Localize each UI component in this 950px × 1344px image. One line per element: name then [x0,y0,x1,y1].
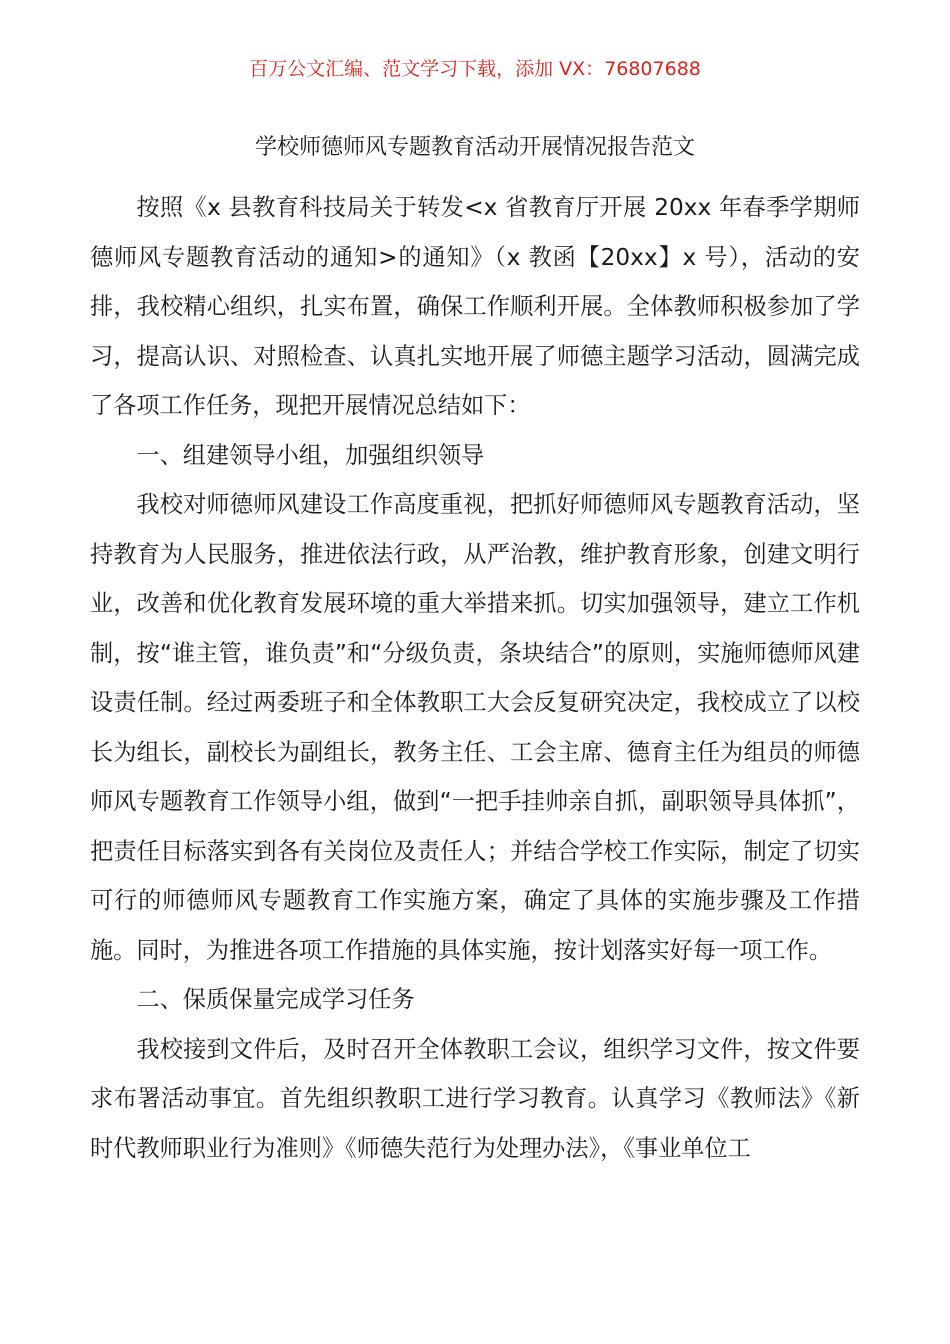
section-heading-2: 二、保质保量完成学习任务 [136,986,415,1013]
document-title: 学校师德师风专题教育活动开展情况报告范文 [254,135,695,160]
section-heading-1: 一、组建领导小组，加强组织领导 [136,441,485,469]
paragraph-study: 我校接到文件后，及时召开全体教职工会议，组织学习文件，按文件要求布署活动事宜。首先组织教职工进行学习教育。认真学习《教师法》《新时代教师职业行为准则》《师德失范行为处理办法》，《事业单位工 [90,1035,860,1162]
paragraph-intro: 按照《x 县教育科技局关于转发<x 省教育厅开展 20xx 年春季学期师德师风专题教育活动的通知>的通知》（x 教函【20xx】x 号），活动的安排，我校精心组织，扎实布置，确保工作顺利开展。全体教师积极参加了学习，提高认识、对照检查、认真扎实地开展了师德主题学习活动，圆满完成了各项工作任务，现把开展情况总结如下： [90,194,860,419]
document-body [90,183,860,1173]
paragraph-leadership: 我校对师德师风建设工作高度重视，把抓好师德师风专题教育活动，坚持教育为人民服务，推进依法行政，从严治教，维护教育形象，创建文明行业，改善和优化教育发展环境的重大举措来抓。切实加强领导，建立工作机制，按“谁主管，谁负责”和“分级负责，条块结合”的原则，实施师德师风建设责任制。经过两委班子和全体教职工大会反复研究决定，我校成立了以校长为组长，副校长为副组长，教务主任、工会主席、德育主任为组员的师德师风专题教育工作领导小组，做到“一把手挂帅亲自抓，副职领导具体抓”，把责任目标落实到各有关岗位及责任人；并结合学校工作实际，制定了切实可行的师德师风专题教育工作实施方案，确定了具体的实施步骤及工作措施。同时，为推进各项工作措施的具体实施，按计划落实好每一项工作。 [90,491,860,964]
header-banner: 百万公文汇编、范文学习下载，添加 VX：76807688 [249,58,701,80]
